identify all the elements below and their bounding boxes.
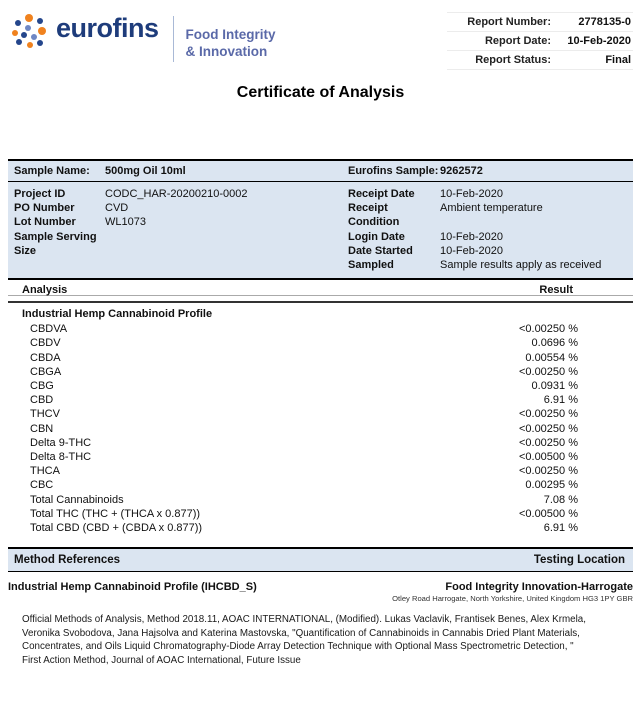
sample-info-label: Receipt Date — [348, 188, 415, 200]
analysis-rows — [8, 322, 633, 539]
report-info-row — [447, 12, 633, 31]
analysis-row — [8, 478, 633, 492]
method-references-band — [8, 547, 633, 572]
analysis-row — [8, 365, 633, 379]
sample-info-label: Sample Serving Size — [14, 230, 97, 257]
sample-info-label: Lot Number — [14, 216, 76, 229]
analyte-name: CBG — [30, 380, 54, 393]
analysis-row — [8, 407, 633, 421]
analyte-name: CBDA — [30, 351, 61, 364]
report-info-row — [447, 31, 633, 50]
sample-name-value: 500mg Oil 10ml — [105, 165, 186, 177]
analysis-row — [8, 351, 633, 365]
report-info-label: Report Date: — [484, 35, 551, 47]
sample-info-row — [14, 187, 348, 201]
sample-table-left-column — [14, 187, 348, 272]
analysis-row — [8, 336, 633, 350]
testing-location-address: Otley Road Harrogate, North Yorkshire, United Kingdom HG3 1PY GBR — [392, 594, 633, 604]
analyte-result: <0.00250 % — [518, 465, 578, 478]
analyte-result: 0.0696 % — [531, 337, 578, 350]
analyte-name: Delta 8-THC — [30, 451, 92, 464]
analyte-result: 0.00295 % — [525, 479, 578, 492]
sample-name-label: Sample Name: — [14, 165, 90, 177]
sample-table-body — [8, 182, 633, 278]
testing-location-block — [392, 581, 633, 603]
analysis-row — [8, 450, 633, 464]
analysis-row — [8, 436, 633, 450]
analyte-result: <0.00250 % — [518, 323, 578, 336]
analyte-result: <0.00250 % — [518, 436, 578, 449]
analysis-results-section — [8, 280, 633, 539]
report-info-table — [447, 12, 633, 70]
result-column-header: Result — [539, 284, 573, 297]
sample-info-row — [14, 215, 348, 229]
sample-info-table — [8, 159, 633, 280]
analyte-name: Total THC (THC + (THCA x 0.877)) — [30, 507, 201, 520]
logo-divider — [173, 16, 174, 62]
sample-table-right-column — [348, 187, 633, 272]
testing-location-name: Food Integrity Innovation-Harrogate — [445, 581, 633, 594]
brand-tagline — [186, 26, 276, 60]
report-info-value: 10-Feb-2020 — [567, 35, 631, 47]
analyte-result: <0.00250 % — [518, 408, 578, 421]
eurofins-sample-value: 9262572 — [440, 165, 483, 177]
analyte-name: THCV — [30, 408, 60, 421]
analyte-result: 0.0931 % — [531, 380, 578, 393]
sample-info-label: Project ID — [14, 188, 66, 200]
eurofins-dots-icon — [12, 14, 48, 50]
sample-info-value: 10-Feb-2020 — [440, 230, 503, 243]
sample-info-value: 10-Feb-2020 — [440, 244, 503, 257]
sample-info-row — [348, 187, 633, 201]
analyte-name: Total CBD (CBD + (CBDA x 0.877)) — [30, 522, 203, 535]
analysis-row — [8, 493, 633, 507]
analysis-row — [8, 507, 633, 521]
analyte-name: CBC — [30, 479, 54, 492]
analyte-result: <0.00250 % — [518, 422, 578, 435]
sample-info-row — [14, 201, 348, 215]
method-details-row — [8, 581, 633, 603]
sample-info-row — [348, 230, 633, 244]
sample-info-row — [348, 201, 633, 229]
sample-info-value: Sample results apply as received — [440, 259, 602, 272]
report-info-label: Report Number: — [467, 16, 551, 28]
analysis-group-title: Industrial Hemp Cannabinoid Profile — [22, 308, 213, 321]
analysis-column-header: Analysis — [22, 284, 68, 297]
sample-info-value: 10-Feb-2020 — [440, 188, 503, 200]
analyte-result: 0.00554 % — [525, 351, 578, 364]
method-name: Industrial Hemp Cannabinoid Profile (IHCBD_S) — [8, 581, 257, 594]
analyte-name: CBDVA — [30, 323, 68, 336]
eurofins-sample-label: Eurofins Sample: — [348, 165, 439, 177]
tagline-line2: & Innovation — [185, 44, 268, 59]
sample-info-row — [348, 244, 633, 258]
analysis-row — [8, 422, 633, 436]
sample-info-value: CODC_HAR-20200210-0002 — [105, 188, 248, 200]
analyte-name: CBGA — [30, 365, 62, 378]
analyte-name: Total Cannabinoids — [30, 493, 124, 506]
sample-info-label: Sampled — [348, 259, 394, 272]
analyte-result: <0.00250 % — [518, 365, 578, 378]
report-info-label: Report Status: — [475, 54, 551, 66]
sample-info-value — [105, 230, 348, 258]
report-info-value: Final — [605, 54, 631, 66]
analysis-row — [8, 521, 633, 535]
analyte-name: CBDV — [30, 337, 61, 350]
sample-info-value: WL1073 — [105, 216, 146, 229]
analyte-result: 6.91 % — [543, 394, 578, 407]
analysis-row — [8, 322, 633, 336]
sample-info-value: CVD — [105, 202, 129, 215]
sample-table-header — [8, 161, 633, 182]
analyte-result: <0.00500 % — [518, 451, 578, 464]
sample-info-value: Ambient temperature — [440, 202, 543, 215]
analyte-name: CBD — [30, 394, 54, 407]
sample-info-row — [348, 258, 633, 272]
eurofins-logo — [12, 10, 276, 70]
sample-info-label: Date Started — [348, 244, 413, 257]
testing-location-header: Testing Location — [533, 554, 625, 567]
analysis-row — [8, 464, 633, 478]
tagline-line1: Food Integrity — [185, 27, 276, 42]
sample-info-row — [14, 230, 348, 258]
analyte-name: Delta 9-THC — [30, 436, 92, 449]
sample-info-label: PO Number — [14, 202, 75, 215]
analysis-results-header — [8, 280, 633, 303]
method-reference-citation: Official Methods of Analysis, Method 2018.11, AOAC INTERNATIONAL, (Modified). Lukas Vaclavik, Frantisek Benes, Alex Krmela, Veronika Svobodova, Jana Hajsolva and Katerina Mastovska, "Quantification of Cannabinoids in Cannabis Dried Plant Materials, Concentrates, and Oils Liquid Chromatography-Diode Array Detection Technique with Optional Mass Spectrometric Detection, " First Action Method, Journal of AOAC International, Future Issue — [22, 614, 586, 666]
sample-info-label: Receipt Condition — [348, 202, 400, 229]
page-header — [0, 0, 641, 70]
method-references-header: Method References — [14, 554, 121, 567]
report-info-row — [447, 50, 633, 70]
analyte-result: 7.08 % — [543, 493, 578, 506]
brand-name: eurofins — [56, 13, 159, 43]
analysis-row — [8, 379, 633, 393]
analyte-name: THCA — [30, 465, 60, 478]
analyte-result: 6.91 % — [543, 522, 578, 535]
analysis-row — [8, 393, 633, 407]
sample-info-label: Login Date — [348, 230, 405, 243]
analyte-result: <0.00500 % — [518, 507, 578, 520]
page-title: Certificate of Analysis — [236, 84, 405, 101]
report-info-value: 2778135-0 — [578, 16, 631, 28]
analyte-name: CBN — [30, 422, 54, 435]
